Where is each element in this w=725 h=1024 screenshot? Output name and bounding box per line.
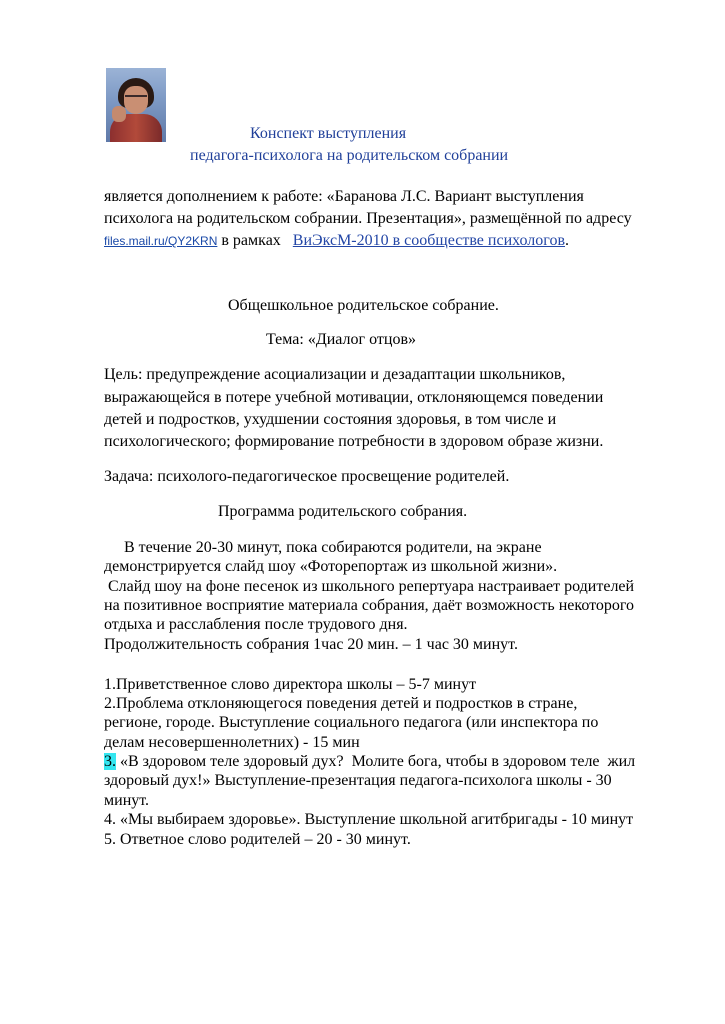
program-line-2: демонстрируется слайд шоу «Фоторепортаж из школьной жизни».: [104, 558, 558, 575]
title-line-2: педагога-психолога на родительском собрании: [190, 147, 509, 164]
program-heading: Программа родительского собрания.: [218, 503, 468, 520]
goal-line-3: детей и подростков, ухудшении состояния здоровья, в том числе и: [104, 411, 557, 428]
intro-mid-text: в рамках: [217, 232, 293, 249]
author-photo: [106, 68, 166, 142]
intro-line-2: психолога на родительском собрании. Презентация», размещённой по адресу: [104, 210, 632, 227]
intro-line-1: является дополнением к работе: «Баранова Л.С. Вариант выступления: [104, 188, 584, 205]
item-2-line-3: делам несовершеннолетних) - 15 мин: [104, 734, 360, 751]
intro-line-3: [104, 231, 569, 251]
program-line-3: Слайд шоу на фоне песенок из школьного репертуара настраивает родителей: [104, 578, 635, 595]
goal-line-2: выражающейся в потере учебной мотивации, отклоняющемся поведении: [104, 389, 604, 406]
meeting-topic: Тема: «Диалог отцов»: [266, 331, 416, 348]
item-2-line-2: регионе, городе. Выступление социального педагога (или инспектора по: [104, 714, 599, 731]
item-1: 1.Приветственное слово директора школы – 5-7 минут: [104, 676, 477, 693]
title-line-1: Конспект выступления: [250, 125, 407, 142]
item-2-line-1: 2.Проблема отклоняющегося поведения детей и подростков в стране,: [104, 695, 578, 712]
photo-glasses: [125, 95, 147, 101]
photo-hand: [112, 106, 126, 122]
files-link[interactable]: files.mail.ru/QY2KRN: [104, 234, 218, 248]
item-3-line-1: [104, 752, 635, 772]
intro-end-text: .: [565, 232, 570, 249]
task-line: Задача: психолого-педагогическое просвещение родителей.: [104, 468, 510, 485]
item-3-text: «В здоровом теле здоровый дух? Молите бога, чтобы в здоровом теле жил: [116, 753, 636, 770]
item-3-line-3: минут.: [104, 792, 150, 809]
meeting-heading: Общешкольное родительское собрание.: [228, 297, 499, 314]
program-line-1: В течение 20-30 минут, пока собираются родители, на экране: [104, 539, 542, 556]
goal-line-1: Цель: предупреждение асоциализации и дезадаптации школьников,: [104, 366, 566, 383]
goal-line-4: психологического; формирование потребности в здоровом образе жизни.: [104, 433, 604, 450]
program-line-4: на позитивное восприятие материала собрания, даёт возможность некоторого: [104, 597, 635, 614]
program-line-5: отдыха и расслабления после трудового дня.: [104, 616, 408, 633]
item-4: 4. «Мы выбираем здоровье». Выступление школьной агитбригады - 10 минут: [104, 811, 634, 828]
program-line-6: Продолжительность собрания 1час 20 мин. – 1 час 30 минут.: [104, 636, 518, 653]
item-5: 5. Ответное слово родителей – 20 - 30 минут.: [104, 831, 411, 848]
item-3-line-2: здоровый дух!» Выступление-презентация педагога-психолога школы - 30: [104, 772, 612, 789]
community-link[interactable]: ВиЭксМ-2010 в сообществе психологов: [292, 232, 566, 249]
item-3-number-highlight: 3.: [104, 753, 116, 770]
